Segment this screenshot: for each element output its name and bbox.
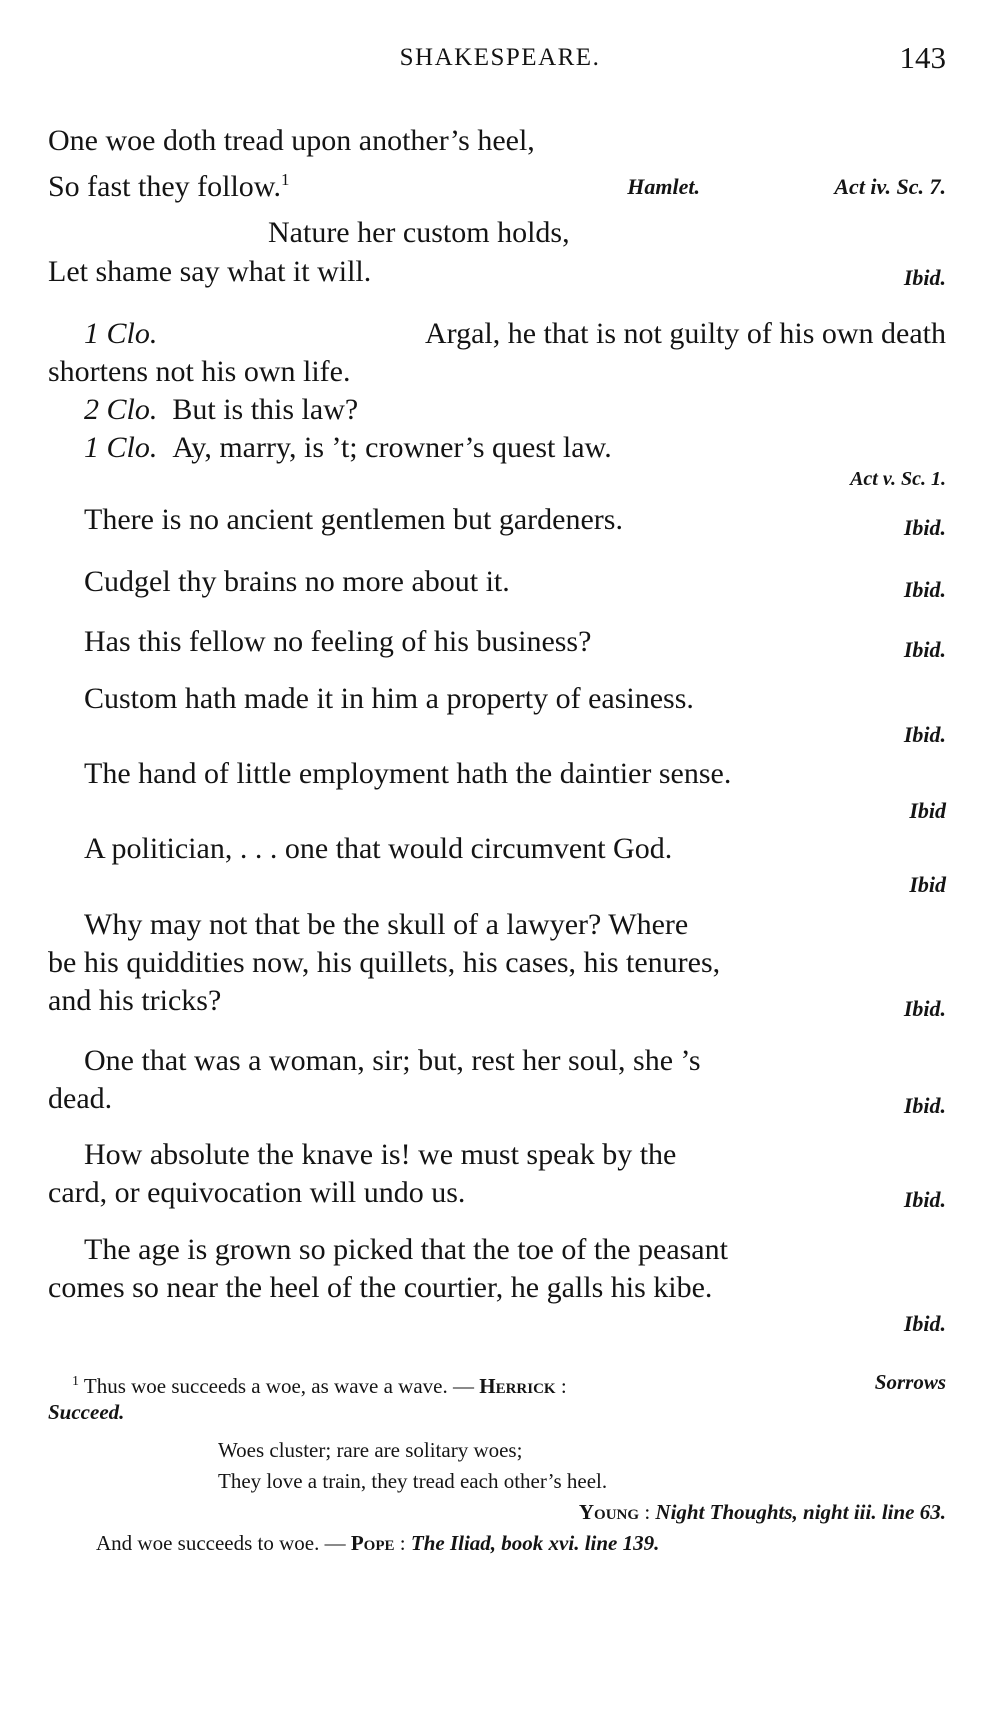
quote-line: dead.: [48, 1082, 113, 1115]
quote-line: card, or equivocation will undo us.: [48, 1176, 466, 1209]
dialogue-line: [84, 315, 946, 353]
footnote-title: The Iliad, book xvi. line 139.: [410, 1531, 660, 1555]
quote-text: But is this law?: [172, 393, 359, 426]
footnote-line: And woe succeeds to woe. — Pope : The Iliad, book xvi. line 139.: [96, 1531, 660, 1555]
citation: Ibid: [909, 798, 946, 823]
footnote-work: [875, 1367, 946, 1397]
citation: Ibid.: [903, 722, 946, 747]
quote-text: Ay, marry, is ’t; crowner’s quest law.: [172, 431, 612, 464]
footnote-author: Young: [578, 1500, 640, 1524]
page-number: 143: [899, 40, 946, 75]
footnote-line: $^1$ Thus woe succeeds a woe, as wave a wave. — Herrick :: [72, 1374, 567, 1398]
running-header: SHAKESPEARE.: [399, 44, 601, 71]
footnote-verse: Woes cluster; rare are solitary woes;: [218, 1438, 523, 1462]
footnote-line: Young : Night Thoughts, night iii. line 63.: [578, 1500, 946, 1524]
footnote-title: Succeed.: [48, 1400, 125, 1424]
quote-line: The age is grown so picked that the toe of the peasant: [84, 1233, 728, 1266]
quote-text: Argal, he that is not guilty of his own death: [424, 317, 946, 350]
quote-line: A politician, . . . one that would circumvent God.: [84, 832, 673, 865]
quote-line: There is no ancient gentlemen but gardeners.: [84, 503, 623, 536]
quote-line: How absolute the knave is! we must speak by the: [84, 1138, 677, 1171]
quote-line: [84, 906, 946, 944]
dialogue-line: [84, 429, 612, 467]
citation: Ibid.: [903, 637, 946, 662]
citation: Ibid.: [903, 577, 946, 602]
footnote-verse: They love a train, they tread each other’s heel.: [218, 1469, 608, 1493]
dialogue-line: [84, 391, 358, 429]
citation: Ibid: [909, 872, 946, 897]
quote-line: [48, 161, 290, 206]
quote-line: comes so near the heel of the courtier, he galls his kibe.: [48, 1271, 713, 1304]
citation: Ibid.: [903, 265, 946, 290]
quote-line: The hand of little employment hath the daintier sense.: [84, 757, 732, 790]
dialogue-line: shortens not his own life.: [48, 355, 351, 388]
footnote-text: Thus woe succeeds a woe, as wave a wave. —: [83, 1374, 474, 1398]
quote-line: Cudgel thy brains no more about it.: [84, 565, 510, 598]
footnote-text: And woe succeeds to woe. —: [96, 1531, 346, 1555]
speaker: 1 Clo.: [84, 431, 158, 464]
quote-text: Why may not that be the skull of a lawyer? Where: [84, 908, 689, 941]
quote-line: One woe doth tread upon another’s heel,: [48, 124, 535, 157]
quote-line: and his tricks?: [48, 984, 222, 1017]
footnote-line: [48, 1397, 124, 1427]
quote-line: Nature her custom holds,: [268, 216, 570, 249]
footnote-title: Night Thoughts, night iii. line 63.: [655, 1500, 946, 1524]
footnote-author: Herrick: [479, 1374, 556, 1398]
footnote-ref: 1: [281, 170, 290, 189]
quote-line: Let shame say what it will.: [48, 255, 372, 288]
speaker: 2 Clo.: [84, 393, 158, 426]
footnote-title: Sorrows: [874, 1370, 946, 1394]
citation: Ibid.: [903, 1311, 946, 1336]
footnote-author: Pope: [350, 1531, 395, 1555]
citation: Ibid.: [903, 1187, 946, 1212]
citation-act: Act iv. Sc. 7.: [834, 174, 946, 199]
quote-line: be his quiddities now, his quillets, his cases, his tenures,: [48, 946, 721, 979]
citation: Act v. Sc. 1.: [850, 468, 946, 490]
quote-line: Custom hath made it in him a property of easiness.: [84, 682, 694, 715]
citation-play: Hamlet.: [627, 174, 700, 199]
citation: Ibid.: [903, 996, 946, 1021]
footnote-mark: 1: [72, 1374, 79, 1389]
quote-line: One that was a woman, sir; but, rest her soul, she ’s: [84, 1044, 701, 1077]
quote-text: So fast they follow.: [48, 170, 282, 203]
speaker: 1 Clo.: [84, 317, 158, 350]
citation: Ibid.: [903, 1093, 946, 1118]
citation: Ibid.: [903, 515, 946, 540]
quote-line: Has this fellow no feeling of his business?: [84, 625, 592, 658]
